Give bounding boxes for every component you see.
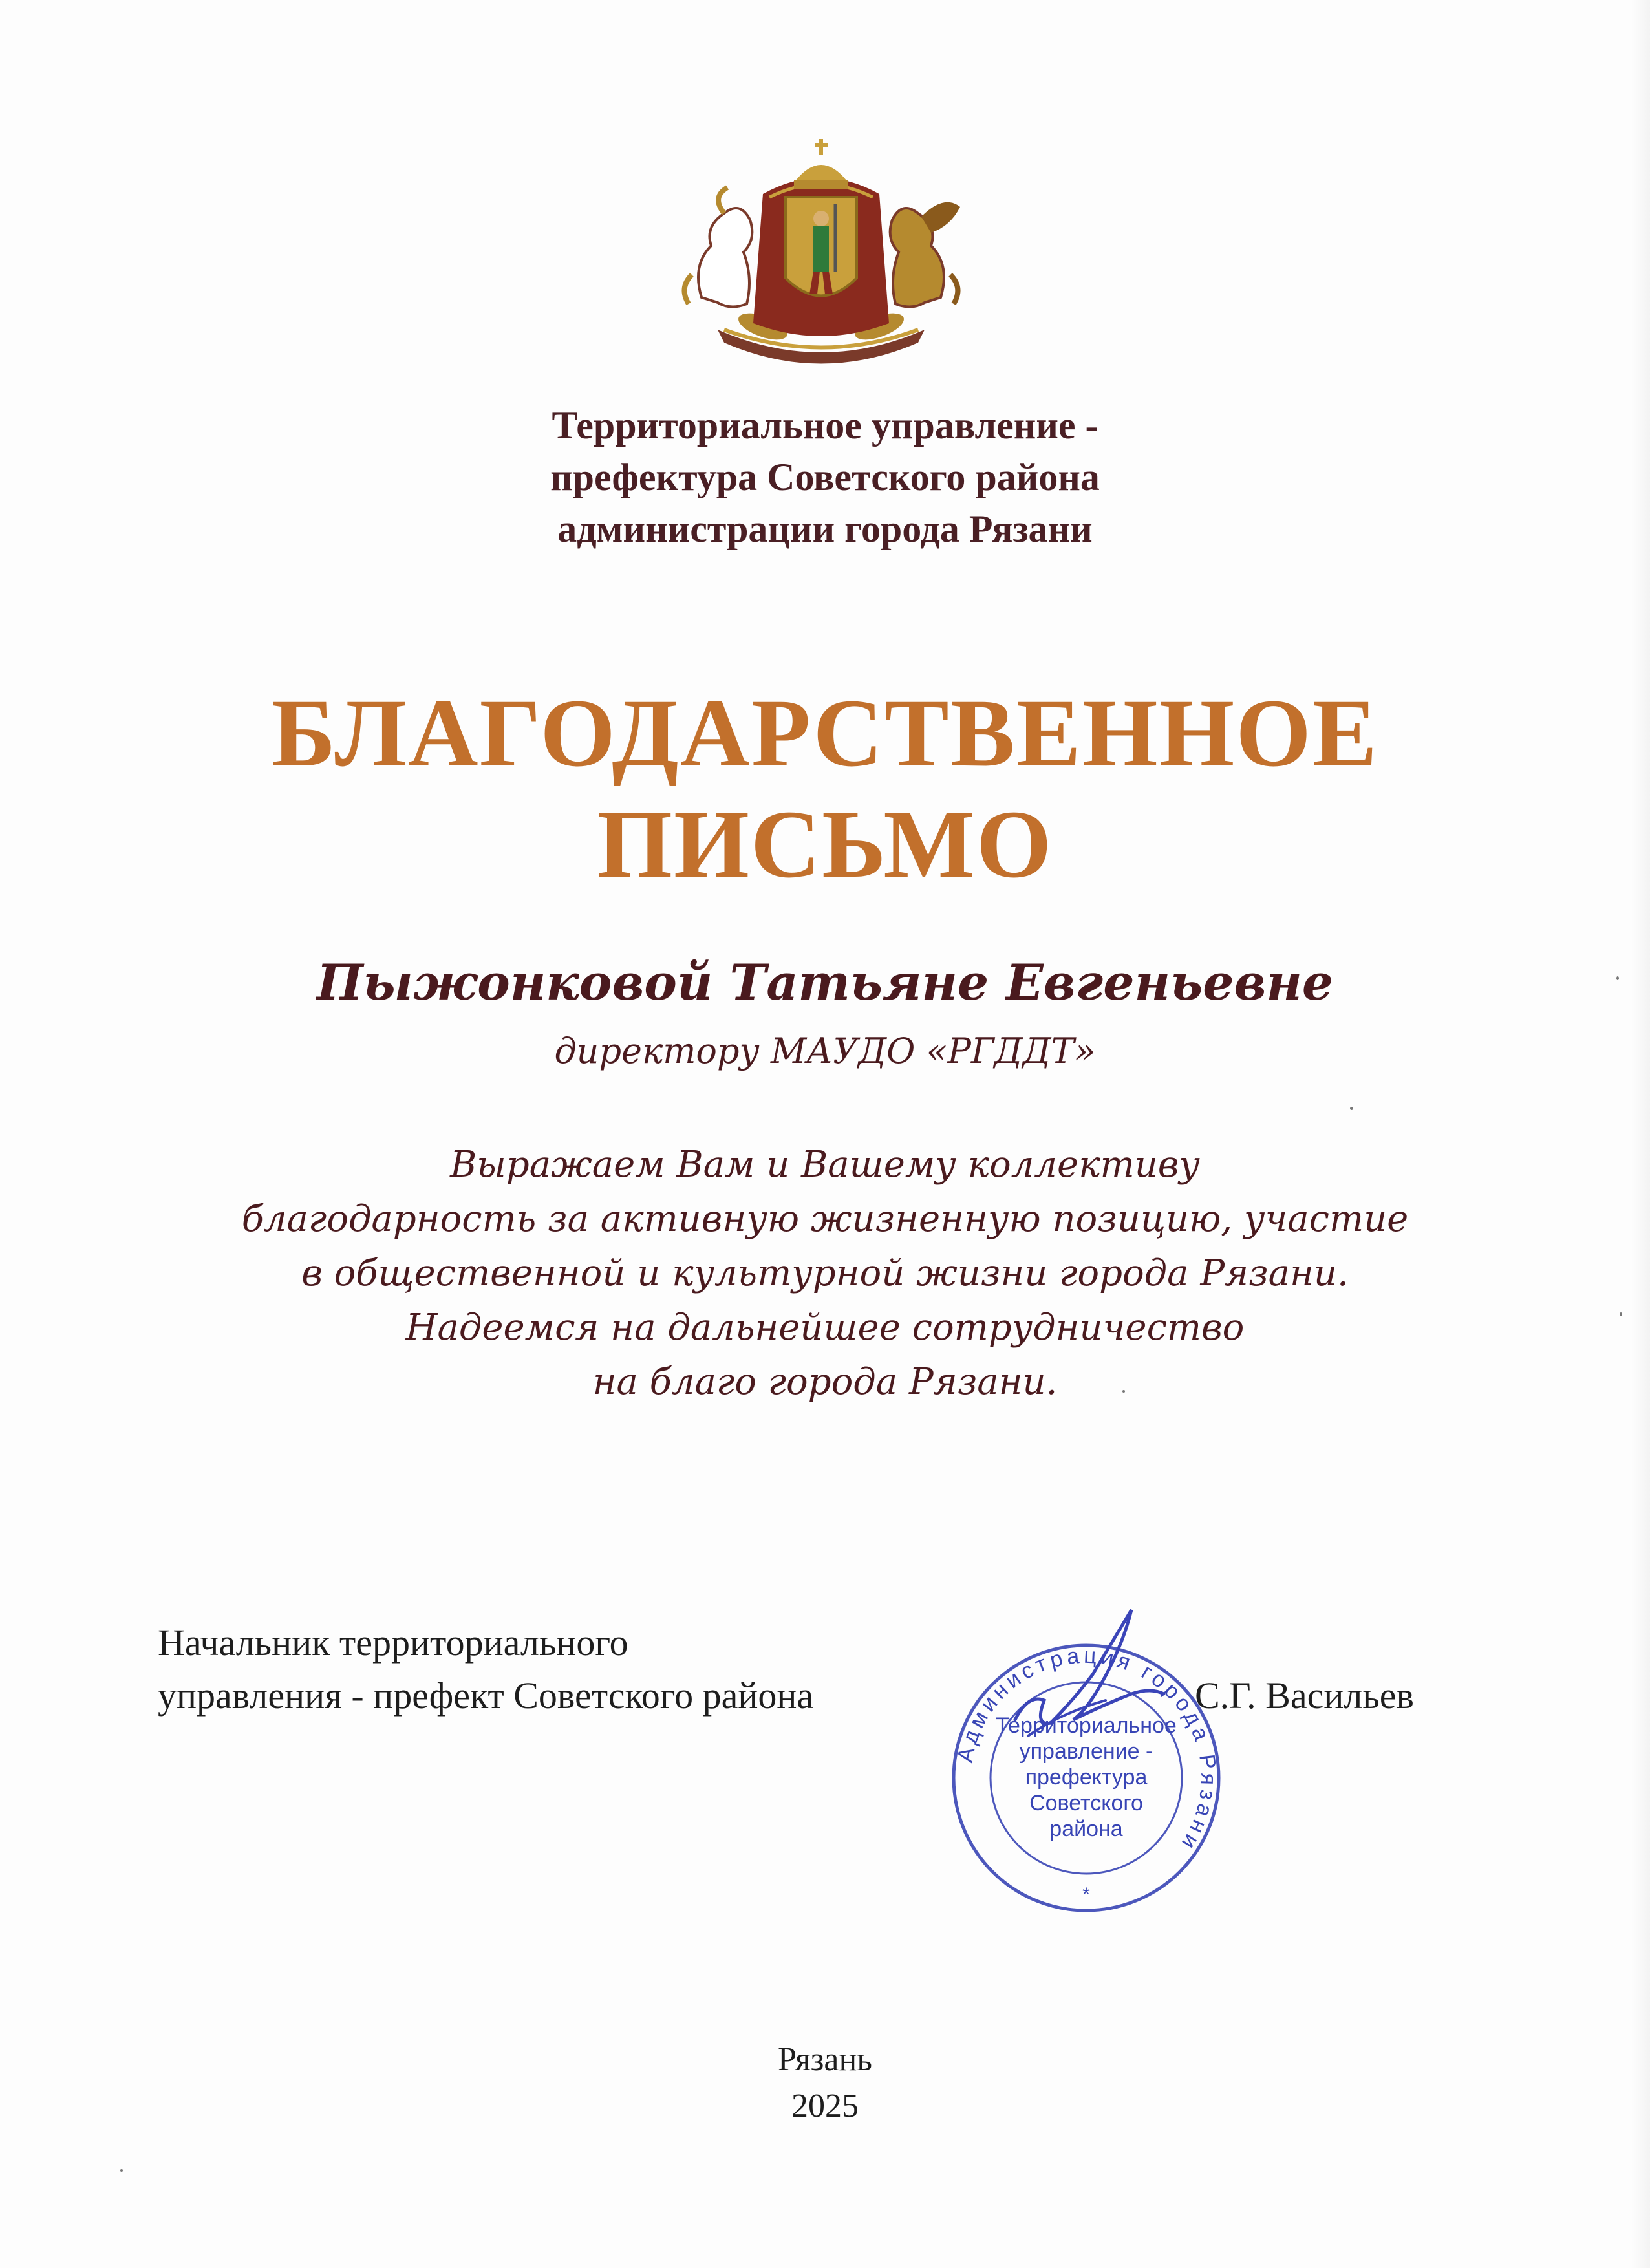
scan-speck xyxy=(120,2169,123,2172)
document-title xyxy=(0,678,1650,900)
signer-title xyxy=(158,1616,813,1722)
message-line: Надеемся на дальнейшее сотрудничество xyxy=(405,1307,1245,1349)
title-line: ПИСЬМО xyxy=(597,791,1053,898)
message-line: на благо города Рязани. xyxy=(592,1361,1058,1403)
scan-speck xyxy=(1616,976,1619,980)
message-line: благодарность за активную жизненную позицию, участие xyxy=(241,1198,1409,1240)
signer-name: С.Г. Васильев xyxy=(1195,1674,1414,1717)
scan-edge-shadow xyxy=(1631,0,1650,2268)
stamp-line: управление - xyxy=(1019,1739,1153,1764)
scan-speck xyxy=(1122,1390,1125,1393)
coat-of-arms-icon xyxy=(666,136,976,369)
stamp-star: * xyxy=(1082,1884,1090,1905)
signer-title-line: управления - префект Советского района xyxy=(158,1674,814,1717)
signer-title-line: Начальник территориального xyxy=(158,1621,628,1664)
stamp-line: префектура xyxy=(1025,1765,1148,1790)
stamp-ring-text: Администрация города Рязани xyxy=(952,1643,1221,1857)
stamp-line: Советского xyxy=(1029,1791,1143,1815)
stamp-line: Территориальное xyxy=(996,1713,1177,1738)
org-line: администрации города Рязани xyxy=(557,508,1093,550)
recipient-position: директору МАУДО «РГДДТ» xyxy=(554,1031,1096,1071)
message-line: Выражаем Вам и Вашему коллективу xyxy=(450,1144,1200,1186)
message-body xyxy=(0,1138,1650,1409)
official-stamp xyxy=(938,1597,1235,1933)
title-line: БЛАГОДАРСТВЕННОЕ xyxy=(272,679,1378,787)
scan-speck xyxy=(1350,1107,1353,1110)
scan-speck xyxy=(1620,1312,1622,1316)
footer xyxy=(0,2037,1650,2130)
message-line: в общественной и культурной жизни города Рязани. xyxy=(301,1252,1349,1294)
org-line: префектура Советского района xyxy=(550,456,1100,498)
footer-year: 2025 xyxy=(791,2088,859,2124)
recipient-name: Пыжонковой Татьяне Евгеньевне xyxy=(316,954,1334,1011)
org-line: Территориальное управление - xyxy=(552,404,1098,447)
organization-name xyxy=(0,400,1650,555)
stamp-line: района xyxy=(1049,1817,1123,1841)
footer-city: Рязань xyxy=(777,2041,873,2078)
